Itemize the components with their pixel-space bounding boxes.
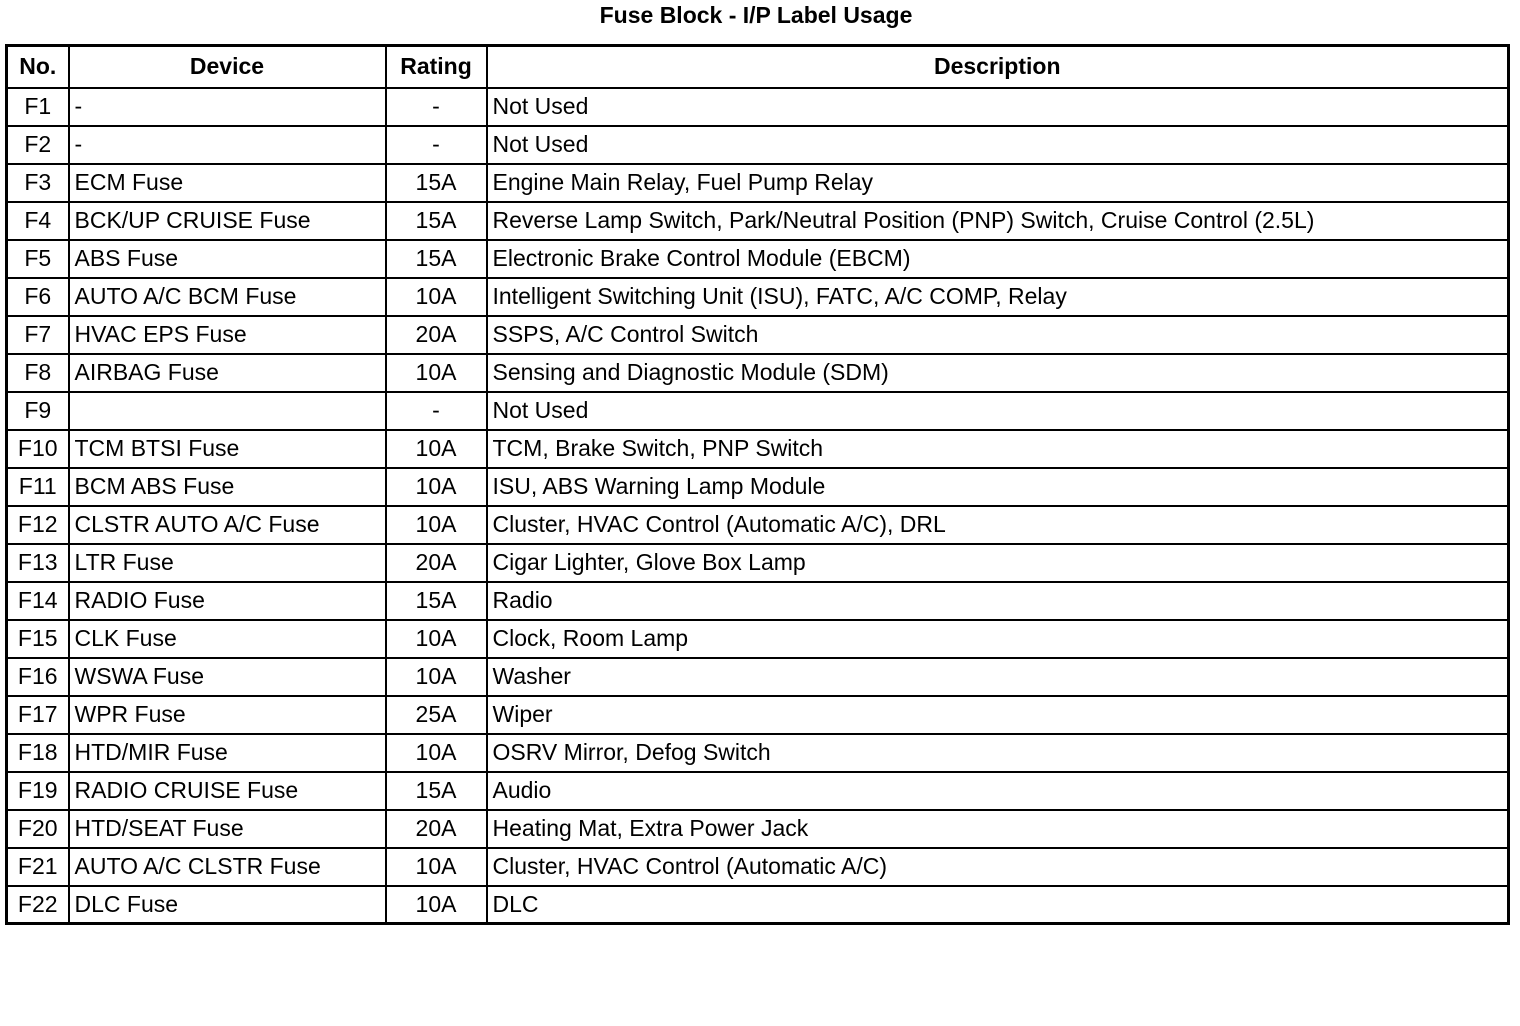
cell-device: ECM Fuse xyxy=(69,164,386,202)
table-row xyxy=(7,734,1509,772)
cell-no: F14 xyxy=(7,582,69,620)
cell-rating: 10A xyxy=(386,848,487,886)
header-description: Description xyxy=(487,46,1509,88)
cell-rating: 10A xyxy=(386,430,487,468)
table-row xyxy=(7,544,1509,582)
table-row xyxy=(7,468,1509,506)
cell-no: F3 xyxy=(7,164,69,202)
cell-description: Heating Mat, Extra Power Jack xyxy=(487,810,1509,848)
cell-no: F9 xyxy=(7,392,69,430)
table-body xyxy=(7,88,1509,924)
table-row xyxy=(7,278,1509,316)
header-device: Device xyxy=(69,46,386,88)
cell-device xyxy=(69,392,386,430)
cell-rating: 20A xyxy=(386,544,487,582)
cell-device: HTD/MIR Fuse xyxy=(69,734,386,772)
cell-no: F18 xyxy=(7,734,69,772)
cell-no: F12 xyxy=(7,506,69,544)
table-row xyxy=(7,164,1509,202)
cell-description: Wiper xyxy=(487,696,1509,734)
table-row xyxy=(7,202,1509,240)
cell-description: DLC xyxy=(487,886,1509,924)
table-row xyxy=(7,88,1509,126)
fuse-table xyxy=(5,44,1510,925)
cell-rating: 25A xyxy=(386,696,487,734)
cell-device: AIRBAG Fuse xyxy=(69,354,386,392)
cell-device: RADIO CRUISE Fuse xyxy=(69,772,386,810)
cell-device: WPR Fuse xyxy=(69,696,386,734)
cell-description: Electronic Brake Control Module (EBCM) xyxy=(487,240,1509,278)
table-row xyxy=(7,582,1509,620)
cell-description: OSRV Mirror, Defog Switch xyxy=(487,734,1509,772)
cell-rating: 10A xyxy=(386,278,487,316)
cell-no: F17 xyxy=(7,696,69,734)
cell-description: Not Used xyxy=(487,88,1509,126)
cell-device: WSWA Fuse xyxy=(69,658,386,696)
table-header-row xyxy=(7,46,1509,88)
cell-description: Clock, Room Lamp xyxy=(487,620,1509,658)
cell-rating: 15A xyxy=(386,202,487,240)
cell-rating: 10A xyxy=(386,354,487,392)
cell-device: CLK Fuse xyxy=(69,620,386,658)
cell-rating: 10A xyxy=(386,734,487,772)
page-title: Fuse Block - I/P Label Usage xyxy=(599,2,913,28)
cell-description: ISU, ABS Warning Lamp Module xyxy=(487,468,1509,506)
cell-no: F21 xyxy=(7,848,69,886)
cell-device: LTR Fuse xyxy=(69,544,386,582)
cell-no: F20 xyxy=(7,810,69,848)
cell-device: AUTO A/C CLSTR Fuse xyxy=(69,848,386,886)
cell-no: F4 xyxy=(7,202,69,240)
table-row xyxy=(7,696,1509,734)
cell-rating: - xyxy=(386,126,487,164)
cell-device: RADIO Fuse xyxy=(69,582,386,620)
cell-description: SSPS, A/C Control Switch xyxy=(487,316,1509,354)
cell-rating: - xyxy=(386,392,487,430)
table-row xyxy=(7,392,1509,430)
cell-no: F13 xyxy=(7,544,69,582)
cell-rating: 10A xyxy=(386,658,487,696)
cell-description: TCM, Brake Switch, PNP Switch xyxy=(487,430,1509,468)
cell-no: F7 xyxy=(7,316,69,354)
cell-rating: 15A xyxy=(386,582,487,620)
cell-rating: - xyxy=(386,88,487,126)
cell-description: Cluster, HVAC Control (Automatic A/C) xyxy=(487,848,1509,886)
header-rating: Rating xyxy=(386,46,487,88)
cell-rating: 20A xyxy=(386,316,487,354)
table-row xyxy=(7,240,1509,278)
cell-no: F8 xyxy=(7,354,69,392)
table-row xyxy=(7,886,1509,924)
cell-device: - xyxy=(69,126,386,164)
cell-description: Reverse Lamp Switch, Park/Neutral Position (PNP) Switch, Cruise Control (2.5L) xyxy=(487,202,1509,240)
table-row xyxy=(7,620,1509,658)
cell-device: - xyxy=(69,88,386,126)
cell-rating: 10A xyxy=(386,506,487,544)
table-row xyxy=(7,506,1509,544)
cell-device: ABS Fuse xyxy=(69,240,386,278)
cell-no: F22 xyxy=(7,886,69,924)
cell-no: F2 xyxy=(7,126,69,164)
header-no: No. xyxy=(7,46,69,88)
cell-description: Washer xyxy=(487,658,1509,696)
cell-description: Not Used xyxy=(487,126,1509,164)
cell-description: Sensing and Diagnostic Module (SDM) xyxy=(487,354,1509,392)
cell-description: Radio xyxy=(487,582,1509,620)
cell-no: F10 xyxy=(7,430,69,468)
cell-no: F15 xyxy=(7,620,69,658)
cell-device: BCM ABS Fuse xyxy=(69,468,386,506)
cell-rating: 15A xyxy=(386,164,487,202)
table-row xyxy=(7,126,1509,164)
cell-rating: 20A xyxy=(386,810,487,848)
cell-no: F19 xyxy=(7,772,69,810)
table-row xyxy=(7,810,1509,848)
table-row xyxy=(7,772,1509,810)
cell-rating: 10A xyxy=(386,886,487,924)
table-row xyxy=(7,354,1509,392)
cell-rating: 10A xyxy=(386,620,487,658)
cell-rating: 10A xyxy=(386,468,487,506)
cell-description: Not Used xyxy=(487,392,1509,430)
cell-description: Audio xyxy=(487,772,1509,810)
cell-no: F6 xyxy=(7,278,69,316)
cell-no: F11 xyxy=(7,468,69,506)
cell-description: Cigar Lighter, Glove Box Lamp xyxy=(487,544,1509,582)
cell-device: DLC Fuse xyxy=(69,886,386,924)
table-row xyxy=(7,658,1509,696)
cell-no: F16 xyxy=(7,658,69,696)
table-row xyxy=(7,430,1509,468)
cell-description: Intelligent Switching Unit (ISU), FATC, A/C COMP, Relay xyxy=(487,278,1509,316)
cell-rating: 15A xyxy=(386,240,487,278)
cell-rating: 15A xyxy=(386,772,487,810)
cell-device: BCK/UP CRUISE Fuse xyxy=(69,202,386,240)
cell-no: F5 xyxy=(7,240,69,278)
cell-no: F1 xyxy=(7,88,69,126)
table-row xyxy=(7,848,1509,886)
cell-device: AUTO A/C BCM Fuse xyxy=(69,278,386,316)
cell-description: Engine Main Relay, Fuel Pump Relay xyxy=(487,164,1509,202)
cell-device: CLSTR AUTO A/C Fuse xyxy=(69,506,386,544)
cell-description: Cluster, HVAC Control (Automatic A/C), DRL xyxy=(487,506,1509,544)
cell-device: TCM BTSI Fuse xyxy=(69,430,386,468)
cell-device: HTD/SEAT Fuse xyxy=(69,810,386,848)
table-row xyxy=(7,316,1509,354)
cell-device: HVAC EPS Fuse xyxy=(69,316,386,354)
